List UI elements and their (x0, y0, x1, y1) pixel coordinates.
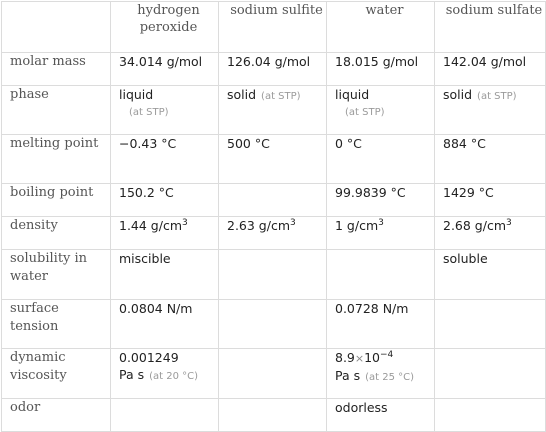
dynamic-viscosity-sodium-sulfite (219, 349, 327, 399)
viscosity-value: 0.001249 (119, 350, 179, 365)
viscosity-condition-note: (at 25 °C) (365, 372, 415, 383)
melting-point-hydrogen-peroxide: −0.43 °C (111, 135, 219, 184)
phase-condition-note: (at STP) (345, 107, 385, 118)
melting-point-water: 0 °C (327, 135, 435, 184)
boiling-point-sodium-sulfite (219, 184, 327, 217)
phase-value: liquid (335, 87, 370, 102)
density-unit-exponent: 3 (378, 218, 384, 228)
surface-tension-sodium-sulfite (219, 300, 327, 349)
row-label-solubility-in-water: solubility in water (2, 250, 111, 300)
times-sign: × (354, 352, 365, 365)
phase-water (327, 86, 435, 135)
phase-value: solid (443, 87, 473, 102)
viscosity-unit: Pa s (119, 367, 145, 382)
molar-mass-hydrogen-peroxide: 34.014 g/mol (111, 53, 219, 86)
row-odor (2, 399, 546, 432)
row-dynamic-viscosity (2, 349, 546, 399)
odor-water: odorless (327, 399, 435, 432)
header-row (2, 2, 546, 53)
melting-point-sodium-sulfate: 884 °C (435, 135, 546, 184)
odor-sodium-sulfite (219, 399, 327, 432)
density-unit-exponent: 3 (290, 218, 296, 228)
viscosity-mantissa: 8.9 (335, 350, 355, 365)
row-label-odor: odor (2, 399, 111, 432)
phase-sodium-sulfite (219, 86, 327, 135)
column-header-sodium-sulfite: sodium sulfite (219, 2, 327, 53)
density-water (327, 217, 435, 250)
row-label-density: density (2, 217, 111, 250)
row-label-boiling-point: boiling point (2, 184, 111, 217)
row-label-dynamic-viscosity: dynamic viscosity (2, 349, 111, 399)
row-surface-tension (2, 300, 546, 349)
corner-cell (2, 2, 111, 53)
phase-condition-note: (at STP) (477, 91, 517, 102)
phase-condition-note: (at STP) (261, 91, 301, 102)
row-label-melting-point: melting point (2, 135, 111, 184)
dynamic-viscosity-hydrogen-peroxide (111, 349, 219, 399)
surface-tension-sodium-sulfate (435, 300, 546, 349)
column-header-water: water (327, 2, 435, 53)
boiling-point-water: 99.9839 °C (327, 184, 435, 217)
melting-point-sodium-sulfite: 500 °C (219, 135, 327, 184)
odor-hydrogen-peroxide (111, 399, 219, 432)
row-boiling-point (2, 184, 546, 217)
phase-hydrogen-peroxide (111, 86, 219, 135)
row-molar-mass (2, 53, 546, 86)
molar-mass-water: 18.015 g/mol (327, 53, 435, 86)
row-label-molar-mass: molar mass (2, 53, 111, 86)
density-value: 1 g/cm (335, 218, 379, 233)
odor-sodium-sulfate (435, 399, 546, 432)
row-label-surface-tension: surface tension (2, 300, 111, 349)
solubility-sodium-sulfate: soluble (435, 250, 546, 300)
molar-mass-sodium-sulfite: 126.04 g/mol (219, 53, 327, 86)
column-header-sodium-sulfate: sodium sulfate (435, 2, 546, 53)
density-value: 2.68 g/cm (443, 218, 507, 233)
phase-sodium-sulfate (435, 86, 546, 135)
dynamic-viscosity-sodium-sulfate (435, 349, 546, 399)
dynamic-viscosity-water (327, 349, 435, 399)
properties-table (1, 1, 546, 432)
row-label-phase: phase (2, 86, 111, 135)
solubility-water (327, 250, 435, 300)
boiling-point-hydrogen-peroxide: 150.2 °C (111, 184, 219, 217)
solubility-sodium-sulfite (219, 250, 327, 300)
row-phase (2, 86, 546, 135)
viscosity-base: 10 (364, 350, 381, 365)
phase-value: solid (227, 87, 257, 102)
density-hydrogen-peroxide (111, 217, 219, 250)
density-sodium-sulfite (219, 217, 327, 250)
surface-tension-water: 0.0728 N/m (327, 300, 435, 349)
column-header-hydrogen-peroxide: hydrogen peroxide (111, 2, 219, 53)
boiling-point-sodium-sulfate: 1429 °C (435, 184, 546, 217)
phase-value: liquid (119, 87, 154, 102)
density-value: 1.44 g/cm (119, 218, 183, 233)
solubility-hydrogen-peroxide: miscible (111, 250, 219, 300)
density-value: 2.63 g/cm (227, 218, 291, 233)
row-solubility-in-water (2, 250, 546, 300)
phase-condition-note: (at STP) (129, 107, 169, 118)
row-melting-point (2, 135, 546, 184)
row-density (2, 217, 546, 250)
viscosity-exponent: −4 (380, 350, 394, 360)
molar-mass-sodium-sulfate: 142.04 g/mol (435, 53, 546, 86)
density-sodium-sulfate (435, 217, 546, 250)
density-unit-exponent: 3 (506, 218, 512, 228)
viscosity-unit: Pa s (335, 368, 361, 383)
surface-tension-hydrogen-peroxide: 0.0804 N/m (111, 300, 219, 349)
viscosity-condition-note: (at 20 °C) (149, 371, 199, 382)
density-unit-exponent: 3 (182, 218, 188, 228)
